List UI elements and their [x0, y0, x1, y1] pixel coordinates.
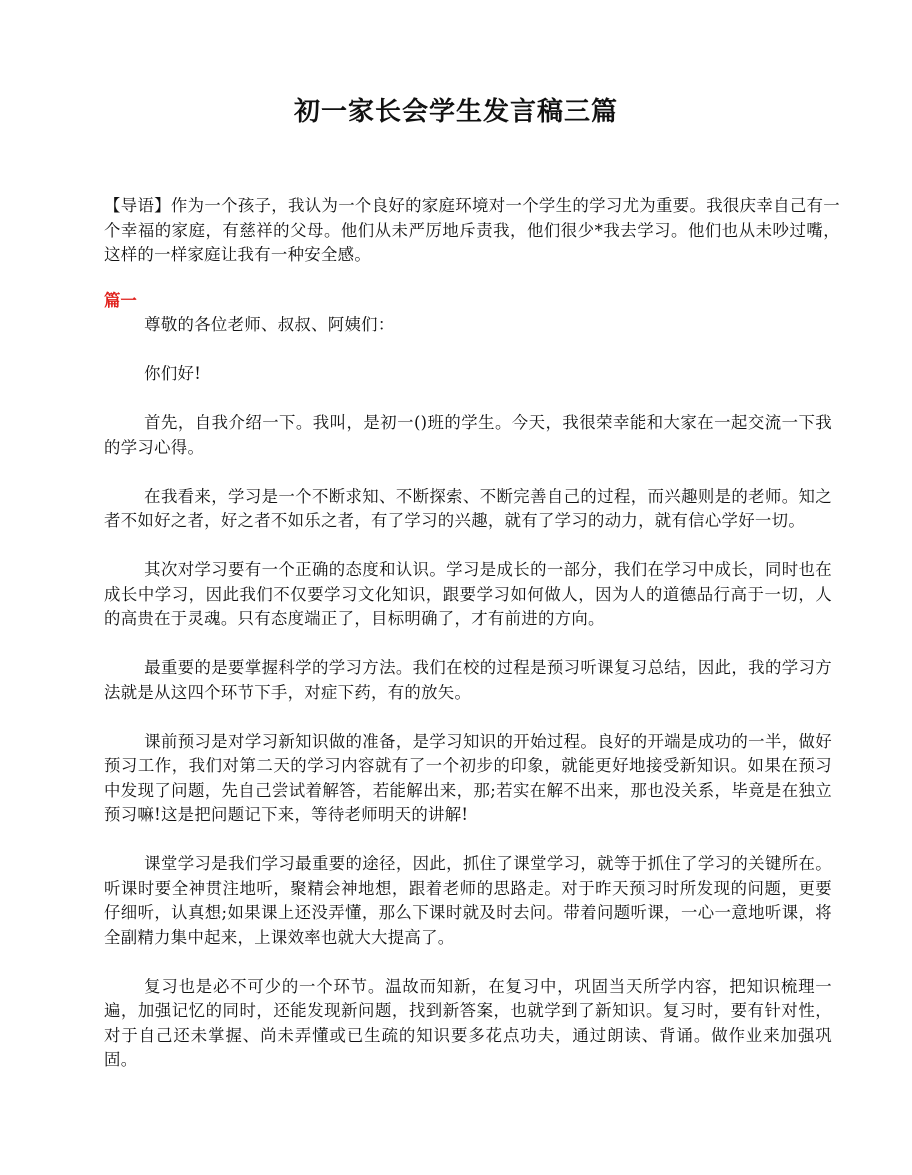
paragraph: 在我看来，学习是一个不断求知、不断探索、不断完善自己的过程，而兴趣则是的老师。知之者不如好之者，好之者不如乐之者，有了学习的兴趣，就有了学习的动力，就有信心学好一切。 [104, 486, 832, 530]
document-title: 初一家长会学生发言稿三篇 [293, 97, 618, 127]
intro-paragraph: 【导语】作为一个孩子，我认为一个良好的家庭环境对一个学生的学习尤为重要。我很庆幸自己有一个幸福的家庭，有慈祥的父母。他们从未严厉地斥责我，他们很少*我去学习。他们也从未吵过嘴，这样的一样家庭让我有一种安全感。 [104, 196, 840, 264]
section-body [104, 313, 832, 1097]
paragraph: 首先，自我介绍一下。我叫，是初一()班的学生。今天，我很荣幸能和大家在一起交流一下我的学习心得。 [104, 413, 832, 457]
paragraph: 课前预习是对学习新知识做的准备，是学习知识的开始过程。良好的开端是成功的一半，做好预习工作，我们对第二天的学习内容就有了一个初步的印象，就能更好地接受新知识。如果在预习中发现了问题，先自己尝试着解答，若能解出来，那;若实在解不出来，那也没关系，毕竟是在独立预习嘛!这是把问题记下来，等待老师明天的讲解! [104, 731, 832, 824]
paragraph: 其次对学习要有一个正确的态度和认识。学习是成长的一部分，我们在学习中成长，同时也在成长中学习，因此我们不仅要学习文化知识，跟要学习如何做人，因为人的道德品行高于一切，人的高贵在于灵魂。只有态度端正了，目标明确了，才有前进的方向。 [104, 560, 832, 628]
paragraph: 课堂学习是我们学习最重要的途径，因此，抓住了课堂学习，就等于抓住了学习的关键所在。听课时要全神贯注地听，聚精会神地想，跟着老师的思路走。对于昨天预习时所发现的问题，更要仔细听，认真想;如果课上还没弄懂，那么下课时就及时去问。带着问题听课，一心一意地听课，将全副精力集中起来，上课效率也就大大提高了。 [104, 854, 832, 947]
paragraph: 复习也是必不可少的一个环节。温故而知新，在复习中，巩固当天所学内容，把知识梳理一遍，加强记忆的同时，还能发现新问题，找到新答案，也就学到了新知识。复习时，要有针对性，对于自己还未掌握、尚未弄懂或已生疏的知识要多花点功夫，通过朗读、背诵。做作业来加强巩固。 [104, 976, 832, 1069]
paragraph: 尊敬的各位老师、叔叔、阿姨们： [144, 315, 395, 334]
paragraph: 你们好! [144, 364, 202, 383]
section-heading: 篇一 [104, 291, 137, 310]
paragraph: 最重要的是要掌握科学的学习方法。我们在校的过程是预习听课复习总结，因此，我的学习方法就是从这四个环节下手，对症下药，有的放矢。 [104, 658, 832, 702]
